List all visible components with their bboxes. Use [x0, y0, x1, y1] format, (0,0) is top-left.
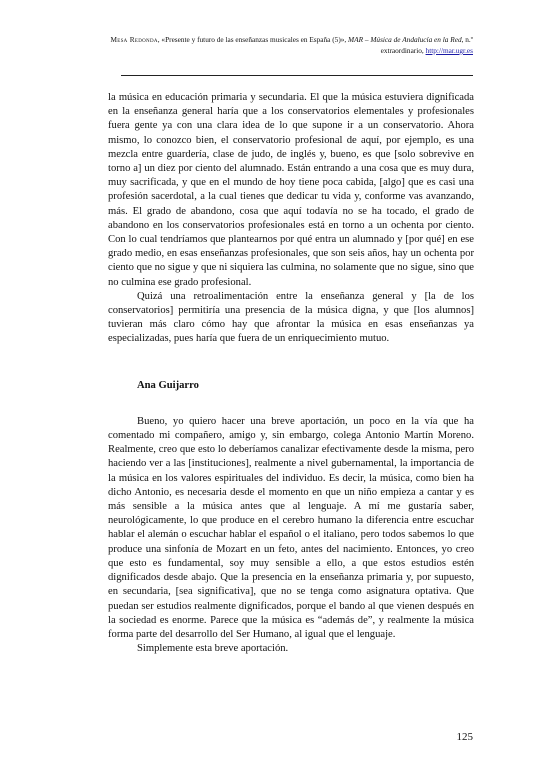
page-number: 125 [456, 731, 473, 743]
paragraph-4: Simplemente esta breve aportación. [137, 643, 289, 655]
header-rule [121, 75, 473, 76]
running-header [100, 34, 473, 56]
header-title: , «Presente y futuro de las enseñanzas musicales en España (5)», [157, 35, 349, 44]
header-author: Mesa Redonda [110, 35, 158, 44]
header-issue: , n.º extraordinario, [380, 35, 473, 55]
header-journal: MAR – Música de Andalucía en la Red [348, 35, 462, 44]
paragraph-2: Quizá una retroalimentación entre la enseñanza general y [la de los conservatorios] permitiría una presencia de la música digna, y que [los alumnos] tuvieran más claro cómo hay que afrontar la música en esas enseñanzas ya especializadas, pues haría que fuera de un enriquecimiento mutuo. [108, 290, 474, 345]
paragraph-1: la música en educación primaria y secundaria. El que la música estuviera dignificada en la enseñanza general haría que a los conservatorios elementales y profesionales fuera gente ya con una clara idea de lo que supone ir a un conservatorio. Ahora mismo, lo conozco bien, el conservatorio profesional de aquí, por ejemplo, es una mezcla entre guardería, clase de judo, de inglés y, bueno, es que [solo sobrevive en torno a] un diez por ciento del alumnado. Están entrando a una cosa que es muy dura, muy sacrificada, y que en el mundo de hoy tiene poca cabida, [algo] que es casi una profesión sacerdotal, a la cual tienes que dedicar tu vida y, conforme vas avanzando, más. El grado de abandono, cosa que aquí todavía no se ha tocado, el grado de abandono en los conservatorios profesionales está en torno a un ochenta por ciento. Con lo cual tendríamos que plantearnos por qué entra un alumnado y [por qué] en ese grado medio, en esas enseñanzas profesionales, que son seis años, hay un ochenta por ciento que no sigue y que ni siquiera las culmina, no solamente que no sigue, sino que no culmina ese grado profesional. [108, 92, 474, 288]
paragraph-3: Bueno, yo quiero hacer una breve aportación, un poco en la vía que ha comentado mi compañero, amigo y, sin embargo, colega Antonio Martín Moreno. Realmente, creo que esto lo deberíamos canalizar efectivamente desde la misma, pero haciendo ver a las [instituciones], realmente a nivel gubernamental, la importancia de la música en los valores espirituales del individuo. Es decir, la música, como bien ha dicho Antonio, es necesaria desde el momento en que un niño empieza a cantar y es más sensible a la música antes que al lenguaje. A mí me gustaría saber, neurológicamente, lo que produce en el cerebro humano la diferencia entre escuchar hablar el alemán o escuchar hablar el español o el italiano, pero todos sabemos lo que produce una sinfonía de Mozart en un feto, antes del nacimiento. Entonces, yo creo que esto es fundamental, soy muy sensible a ello, a que estos estudios estén dignificados desde abajo. Que la presencia en la enseñanza primaria y, por supuesto, en secundaria, [sea significativa], que no se tenga como asignatura optativa. Que puedan ser estudios realmente dignificados, porque el bando al que vienen después en la sociedad es enorme. Parece que la música es “además de”, y realmente la música forma parte del desarrollo del Ser Humano, al igual que el lenguaje. [108, 415, 474, 640]
body-text [108, 91, 474, 656]
speaker-name: Ana Guijarro [137, 379, 199, 391]
header-url-link[interactable]: http://mar.ugr.es [425, 46, 473, 55]
